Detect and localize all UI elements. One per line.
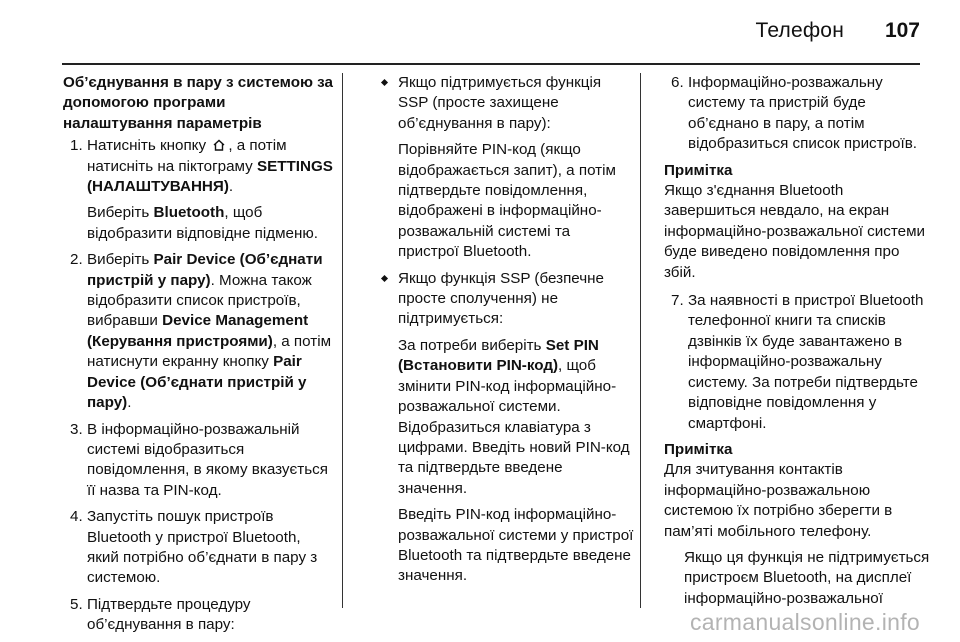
step-number: 2. — [70, 251, 83, 269]
step-1-para-2 — [87, 203, 335, 244]
column-3 — [664, 73, 934, 617]
step-number: 3. — [70, 420, 83, 438]
section-heading: Об’єднування в пару з системою за допомогою програми налаштування параметрів — [63, 74, 333, 132]
step-6 — [664, 73, 934, 155]
bullet-text: Якщо функція SSP (безпечне просте сполучення) не підтримується: — [398, 269, 604, 328]
step-number: 7. — [671, 292, 684, 310]
step-4-text: Запустіть пошук пристроїв Bluetooth у пристрої Bluetooth, який потрібно об’єднати в пару з системою. — [87, 508, 318, 587]
note-2 — [664, 440, 934, 609]
step-5 — [63, 595, 335, 636]
bullet-icon — [381, 275, 388, 282]
page-title: Телефон — [755, 19, 844, 42]
step-4 — [63, 507, 335, 589]
column-divider-2 — [640, 73, 641, 608]
step-2 — [63, 250, 335, 413]
set-pin-label: Set PIN (Встановити PIN-код) — [398, 336, 599, 375]
note-text: Для зчитування контактів інформаційно-розважальною системою їх потрібно зберегти в пам’яті мобільного телефону. — [664, 461, 893, 540]
step-number: 5. — [70, 595, 83, 613]
page-header — [0, 0, 960, 56]
step-7-text: За наявності в пристрої Bluetooth телефонної книги та списків дзвінків їх буде завантажено в інформаційно-розважальну систему. За потреби підтвердьте відповідне повідомлення у смартфоні. — [688, 292, 924, 432]
header-divider — [62, 63, 920, 65]
pair-device-label: Pair Device (Об’єднати пристрій у пару) — [87, 353, 307, 412]
bluetooth-label: Bluetooth — [153, 204, 225, 222]
text: . — [228, 178, 234, 196]
step-1 — [63, 136, 335, 244]
bullet-text: Якщо підтримується функція SSP (просте захищене об’єднування в пару): — [398, 74, 602, 132]
text: , щоб відобразити відповідне підменю. — [87, 204, 318, 242]
note-text: Якщо з'єднання Bluetooth завершиться невдало, на екран інформаційно-розважальної системи буде виведено повідомлення про збій. — [664, 182, 925, 281]
column-divider-1 — [342, 73, 343, 608]
device-management-label: Device Management (Керування пристроями) — [87, 312, 309, 350]
step-3-text: В інформаційно-розважальній системі відобразиться повідомлення, в якому вказується її назва та PIN-код. — [87, 420, 328, 499]
step-number: 4. — [70, 508, 83, 526]
text: За потреби виберіть — [398, 336, 542, 354]
step-5-text: Підтвердьте процедуру об’єднування в пару: — [87, 595, 251, 634]
pair-device-label: Pair Device (Об’єднати пристрій у пару) — [87, 251, 323, 289]
text: Виберіть — [87, 204, 150, 222]
text: Виберіть — [87, 251, 150, 269]
bullet-ssp-supported — [382, 73, 634, 263]
page-number: 107 — [884, 19, 920, 42]
step-6-text: Інформаційно-розважальну систему та пристрій буде об’єднано в пару, а потім відобразиться список пристроїв. — [688, 74, 918, 153]
bullet-icon — [381, 79, 388, 86]
bullet-subtext: Введіть PIN-код інформаційно-розважальної системи у пристрої Bluetooth та підтвердьте введене значення. — [398, 506, 634, 585]
note-title: Примітка — [664, 161, 733, 179]
bullet-ssp-not-supported — [382, 269, 634, 587]
note-subtext: Якщо ця функція не підтримується пристроєм Bluetooth, на дисплеї інформаційно-розважальної — [684, 548, 930, 607]
settings-label: SETTINGS (НАЛАШТУВАННЯ) — [87, 157, 333, 196]
note-title: Примітка — [664, 440, 733, 458]
bullet-subtext — [398, 336, 634, 499]
home-icon — [212, 138, 226, 152]
watermark: carmanualsonline.info — [689, 609, 920, 635]
step-1-para-1 — [87, 136, 335, 197]
text: . Можна також відобразити список пристроїв, вибравши — [87, 271, 312, 330]
step-7 — [664, 291, 934, 434]
note-1 — [664, 161, 934, 283]
step-3 — [63, 420, 335, 502]
text: . — [127, 394, 132, 412]
step-2-text — [87, 250, 335, 413]
text: Натисніть кнопку — [87, 137, 207, 155]
bullet-subtext: Порівняйте PIN-код (якщо відображається запит), а потім підтвердьте повідомлення, відображені в інформаційно-розважальній системі та пристрої Bluetooth. — [398, 141, 616, 261]
step-number: 1. — [70, 137, 83, 155]
column-2 — [382, 73, 634, 593]
text: , а потім натисніть на піктограму — [87, 137, 287, 175]
step-number: 6. — [671, 74, 684, 91]
text: , щоб змінити PIN-код інформаційно-розважальної системи. Відобразиться клавіатура з цифрами. Введіть новий PIN-код та підтвердьте введене значення. — [398, 357, 630, 497]
column-1 — [63, 73, 335, 642]
text: , а потім натиснути екранну кнопку — [87, 332, 332, 371]
